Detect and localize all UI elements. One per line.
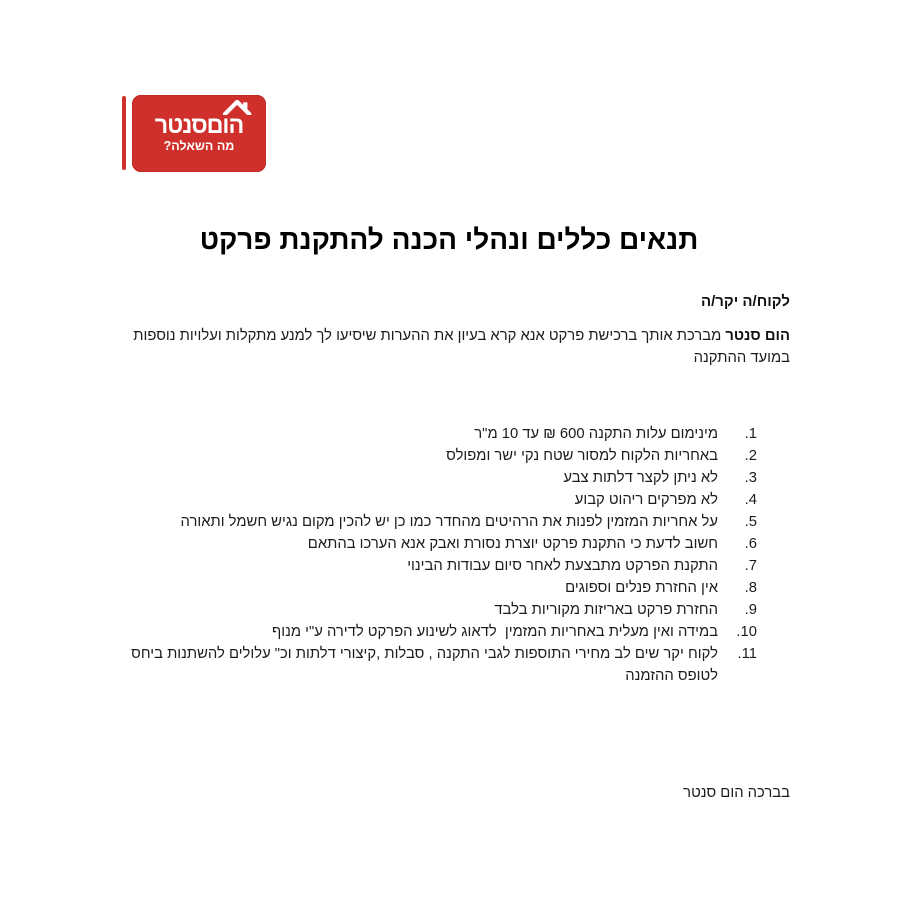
list-item-text: החזרת פרקט באריזות מקוריות בלבד: [494, 602, 718, 618]
list-item: [108, 489, 757, 511]
list-item-number: 6.: [744, 536, 757, 552]
list-item-number: 4.: [744, 492, 757, 508]
list-item: [108, 467, 757, 489]
salutation: לקוח/ה יקר/ה: [700, 293, 790, 310]
list-item-text: במידה ואין מעלית באחריות המזמין לדאוג לשינוע הפרקט לדירה ע"י מנוף: [272, 624, 718, 640]
list-item-text: מינימום עלות התקנה 600 ₪ עד 10 מ"ר: [474, 426, 718, 442]
list-item-text: אין החזרת פנלים וספוגים: [565, 580, 718, 596]
homecenter-logo: [122, 95, 267, 173]
list-item-number: 8.: [744, 580, 757, 596]
terms-list: [108, 423, 757, 687]
list-item-number: 5.: [744, 514, 757, 530]
intro-brand-bold: הום סנטר: [725, 328, 790, 344]
list-item-number: 11.: [737, 646, 757, 662]
list-item: [108, 533, 757, 555]
list-item-text: חשוב לדעת כי התקנת פרקט יוצרת נסורת ואבק אנא הערכו בהתאם: [307, 536, 718, 552]
list-item-number: 9.: [744, 602, 757, 618]
brand-name: הוםסנטר: [154, 112, 244, 139]
list-item-text: על אחריות המזמין לפנות את הרהיטים מהחדר כמו כן יש להכין מקום נגיש חשמל ותאורה: [180, 514, 718, 530]
list-item: [108, 511, 757, 533]
list-item-text: לא ניתן לקצר דלתות צבע: [563, 470, 718, 486]
list-item-text: לא מפרקים ריהוט קבוע: [574, 492, 718, 508]
list-item-text: באחריות הלקוח למסור שטח נקי ישר ומפולס: [446, 448, 718, 464]
brand-tagline: מה השאלה?: [163, 139, 235, 153]
list-item-text: התקנת הפרקט מתבצעת לאחר סיום עבודות הבינוי: [407, 558, 718, 574]
intro-paragraph: [108, 325, 790, 369]
closing-line: בברכה הום סנטר: [683, 785, 790, 801]
list-item: [108, 445, 757, 467]
list-item: [108, 577, 757, 599]
page-title: תנאים כללים ונהלי הכנה להתקנת פרקט: [199, 224, 699, 255]
list-item-number: 1.: [744, 426, 757, 442]
logo-accent-bar: [122, 96, 126, 170]
list-item: [108, 643, 757, 687]
list-item-number: 7.: [744, 558, 757, 574]
list-item-text: לקוח יקר שים לב מחירי התוספות לגבי התקנה , סבלות ,קיצורי דלתות וכ" עלולים להשתנות ביחס לטופס ההזמנה: [127, 646, 718, 684]
list-item: [108, 555, 757, 577]
intro-text: מברכת אותך ברכישת פרקט אנא קרא בעיון את ההערות שיסיעו לך למנע מתקלות ועלויות נוספות במועד ההתקנה: [129, 328, 790, 366]
list-item: [108, 423, 757, 445]
list-item: [108, 599, 757, 621]
list-item: [108, 621, 757, 643]
list-item-number: 10.: [736, 624, 757, 640]
logo-box: [132, 95, 266, 172]
list-item-number: 3.: [744, 470, 757, 486]
list-item-number: 2.: [744, 448, 757, 464]
